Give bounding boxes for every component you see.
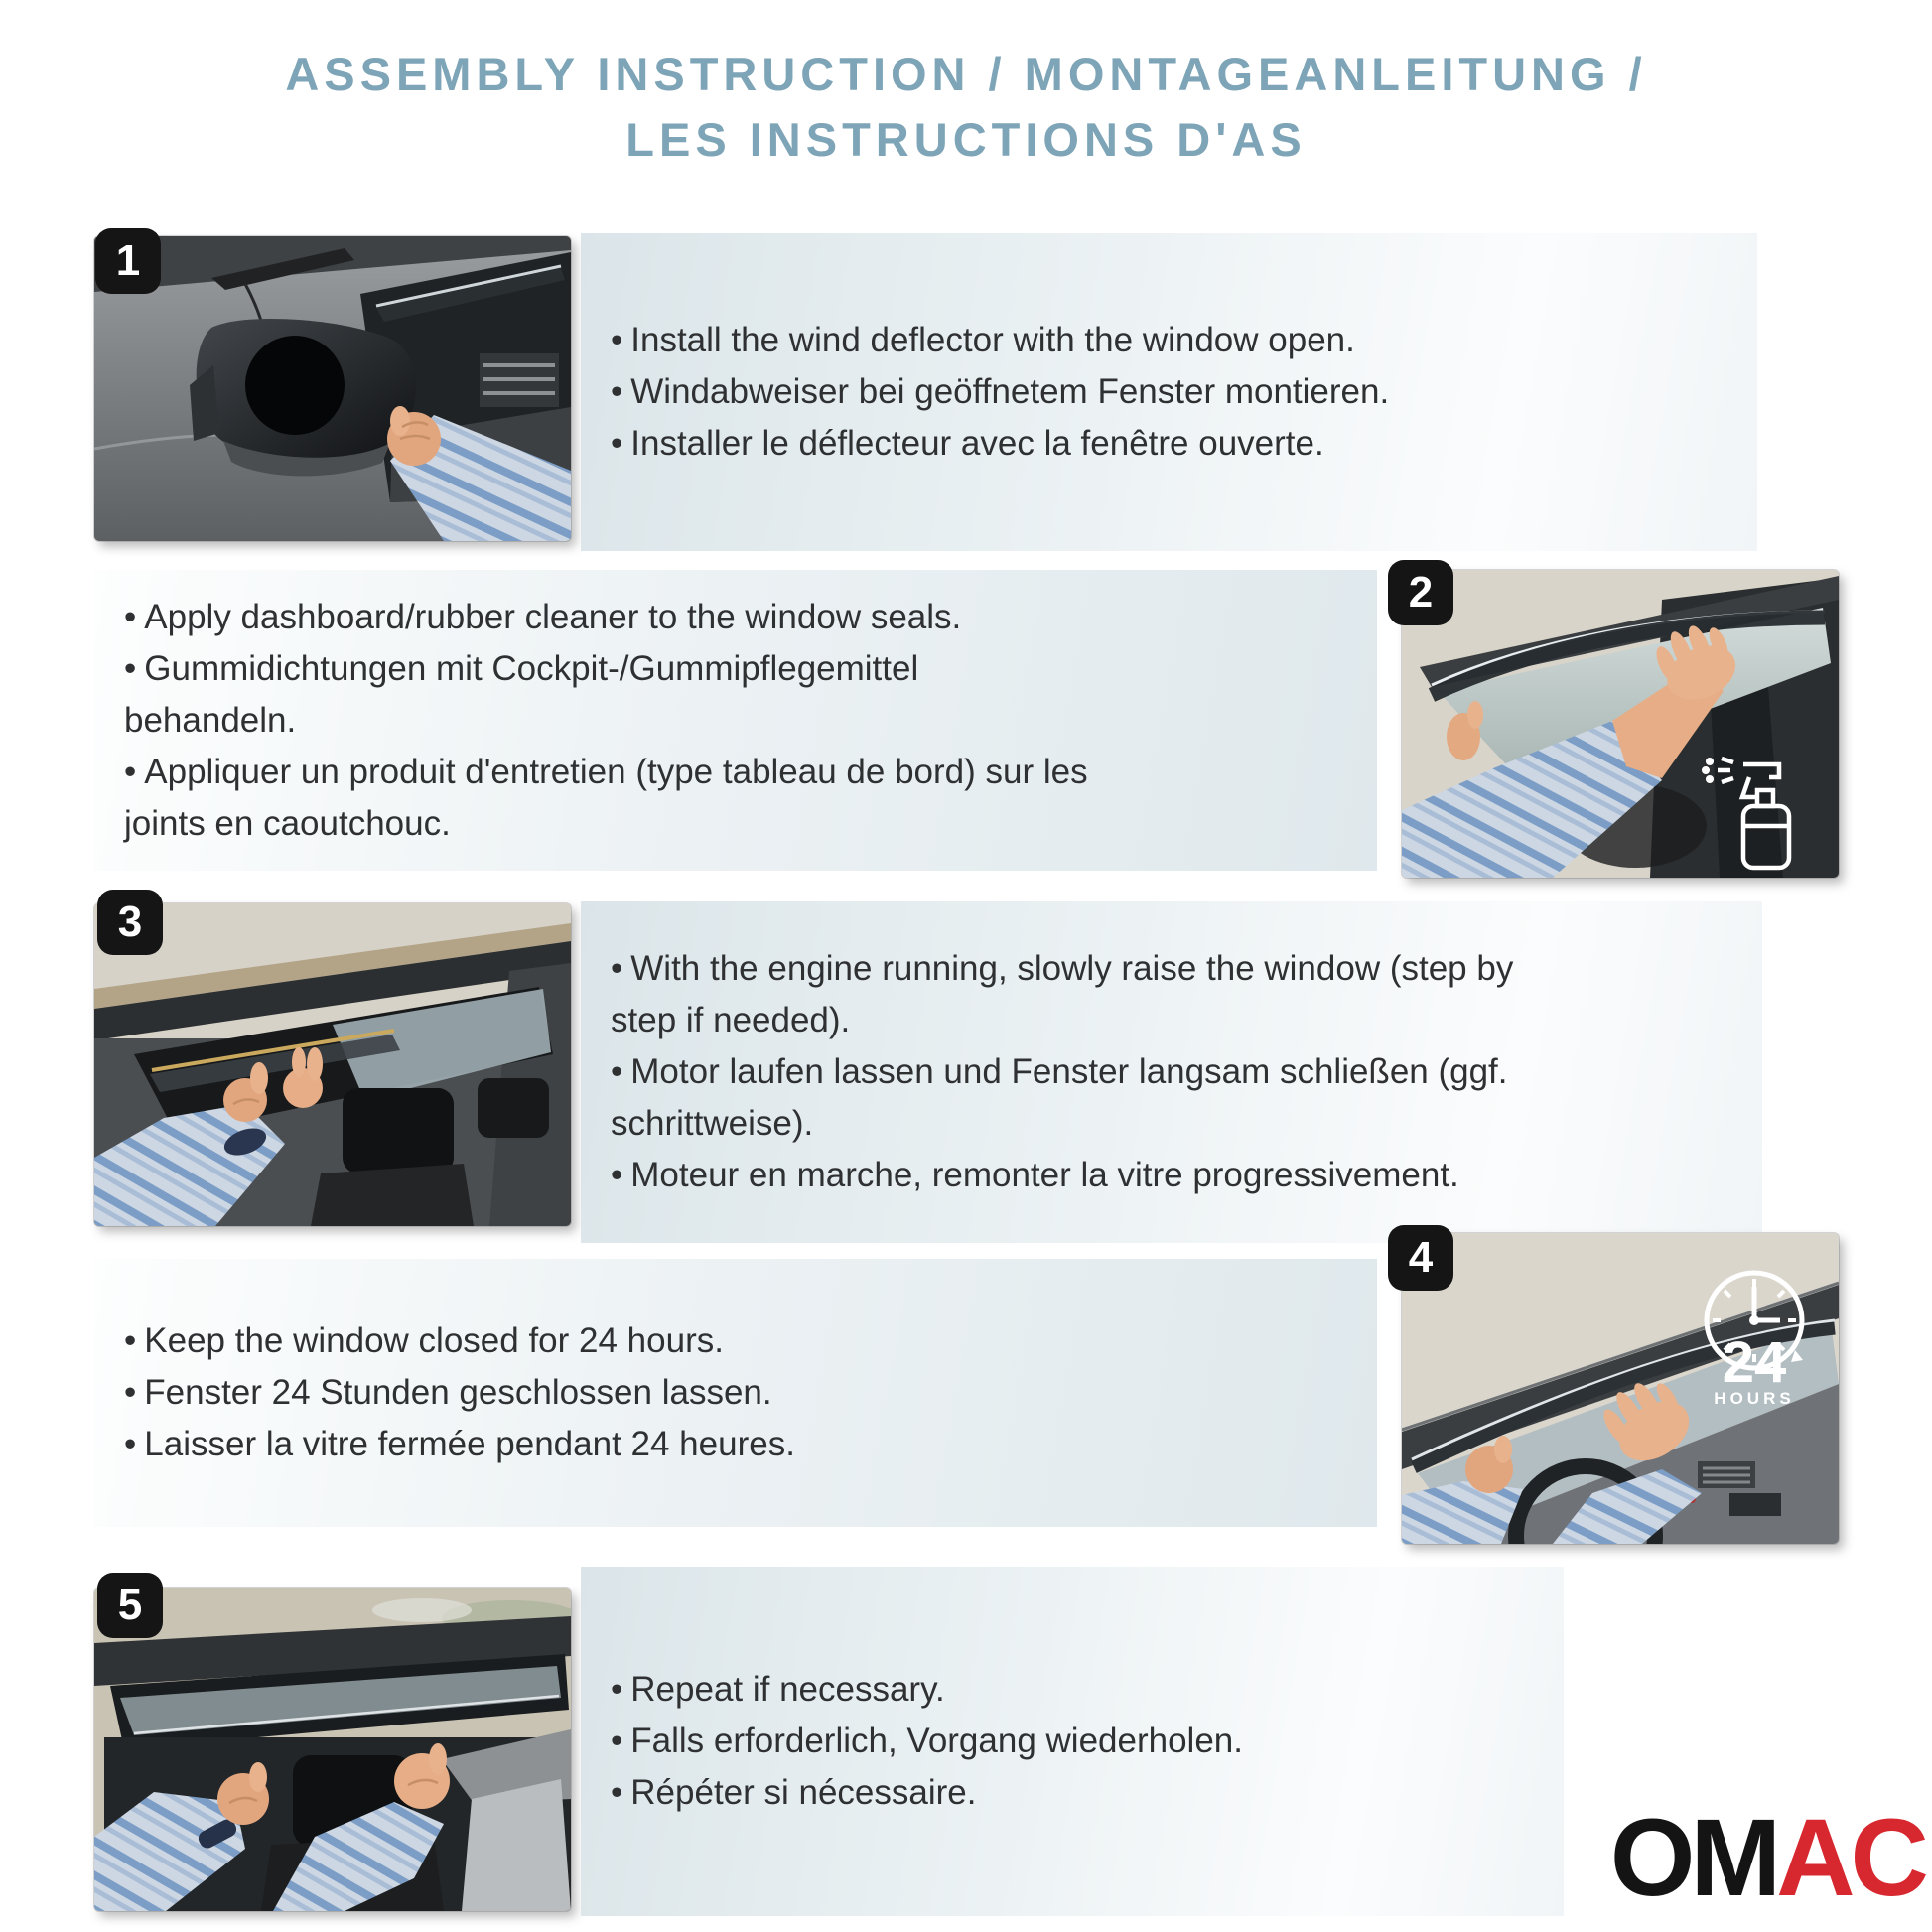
seat — [311, 1164, 474, 1226]
page-title — [0, 42, 1932, 173]
step-5-text-fr: • Répéter si nécessaire. — [611, 1767, 1534, 1819]
headrest — [343, 1088, 454, 1173]
step-3-text-fr: • Moteur en marche, remonter la vitre progressivement. — [611, 1150, 1732, 1201]
step-2-number-badge — [1388, 560, 1453, 625]
step-4-number: 4 — [1408, 1233, 1434, 1282]
step-2-text-de: • Gummidichtungen mit Cockpit-/Gummipflegemittel behandeln. — [124, 643, 1077, 747]
step-2-text-en: • Apply dashboard/rubber cleaner to the window seals. — [124, 592, 1347, 643]
step-3-text-en: • With the engine running, slowly raise the window (step by step if needed). — [611, 943, 1524, 1046]
page-title-line1: ASSEMBLY INSTRUCTION / MONTAGEANLEITUNG / — [285, 48, 1647, 100]
24-hours-value: 24 — [1722, 1330, 1787, 1395]
step-2-text-fr: • Appliquer un produit d'entretien (type tableau de bord) sur les joints en caoutchouc. — [124, 747, 1176, 850]
install-deflector-photo-illustration — [94, 236, 571, 541]
omac-logo-black-part: OM — [1609, 1797, 1777, 1919]
step-1-photo — [94, 236, 571, 541]
step-5-photo — [94, 1588, 571, 1911]
step-4-text-de: • Fenster 24 Stunden geschlossen lassen. — [124, 1367, 1347, 1419]
step-1-text-de: • Windabweiser bei geöffnetem Fenster montieren. — [611, 366, 1727, 418]
omac-logo-red-part: AC — [1776, 1797, 1924, 1919]
radio — [1729, 1493, 1781, 1516]
step-1-number-badge — [95, 228, 161, 294]
step-5-number: 5 — [117, 1581, 143, 1629]
step-2-number: 2 — [1408, 568, 1434, 617]
step-4-number-badge — [1388, 1225, 1453, 1291]
page-title-line2: LES INSTRUCTIONS D'AS — [625, 113, 1307, 166]
far-seat — [462, 1779, 571, 1911]
step-1-number: 1 — [115, 236, 141, 285]
step-1-text-fr: • Installer le déflecteur avec la fenêtre ouverte. — [611, 418, 1727, 470]
step-5-text-de: • Falls erforderlich, Vorgang wiederholen. — [611, 1716, 1534, 1767]
step-1-instructions — [581, 233, 1757, 551]
repeat-photo-illustration — [94, 1588, 571, 1911]
step-3-photo — [94, 903, 571, 1226]
step-4-text-fr: • Laisser la vitre fermée pendant 24 heures. — [124, 1419, 1347, 1470]
mirror-privacy-dot — [245, 336, 345, 435]
step-2-instructions — [94, 570, 1377, 871]
24-hours-label: HOURS — [1714, 1389, 1795, 1408]
keep-closed-24h-photo-illustration — [1402, 1233, 1839, 1544]
step-4-photo — [1402, 1233, 1839, 1544]
step-3-text-de: • Motor laufen lassen und Fenster langsam schließen (ggf. schrittweise). — [611, 1046, 1544, 1150]
step-3-number-badge — [97, 890, 163, 955]
step-4-text-en: • Keep the window closed for 24 hours. — [124, 1315, 1347, 1367]
step-5-text-en: • Repeat if necessary. — [611, 1664, 1534, 1716]
step-4-instructions — [94, 1259, 1377, 1527]
omac-logo — [1577, 1799, 1924, 1918]
step-3-number: 3 — [117, 897, 143, 946]
step-1-text-en: • Install the wind deflector with the window open. — [611, 315, 1727, 366]
step-5-number-badge — [97, 1573, 163, 1638]
step-2-photo — [1402, 570, 1839, 878]
step-3-instructions — [581, 901, 1762, 1243]
raise-window-photo-illustration — [94, 903, 571, 1226]
apply-cleaner-photo-illustration — [1402, 570, 1839, 878]
step-5-instructions — [581, 1567, 1564, 1916]
